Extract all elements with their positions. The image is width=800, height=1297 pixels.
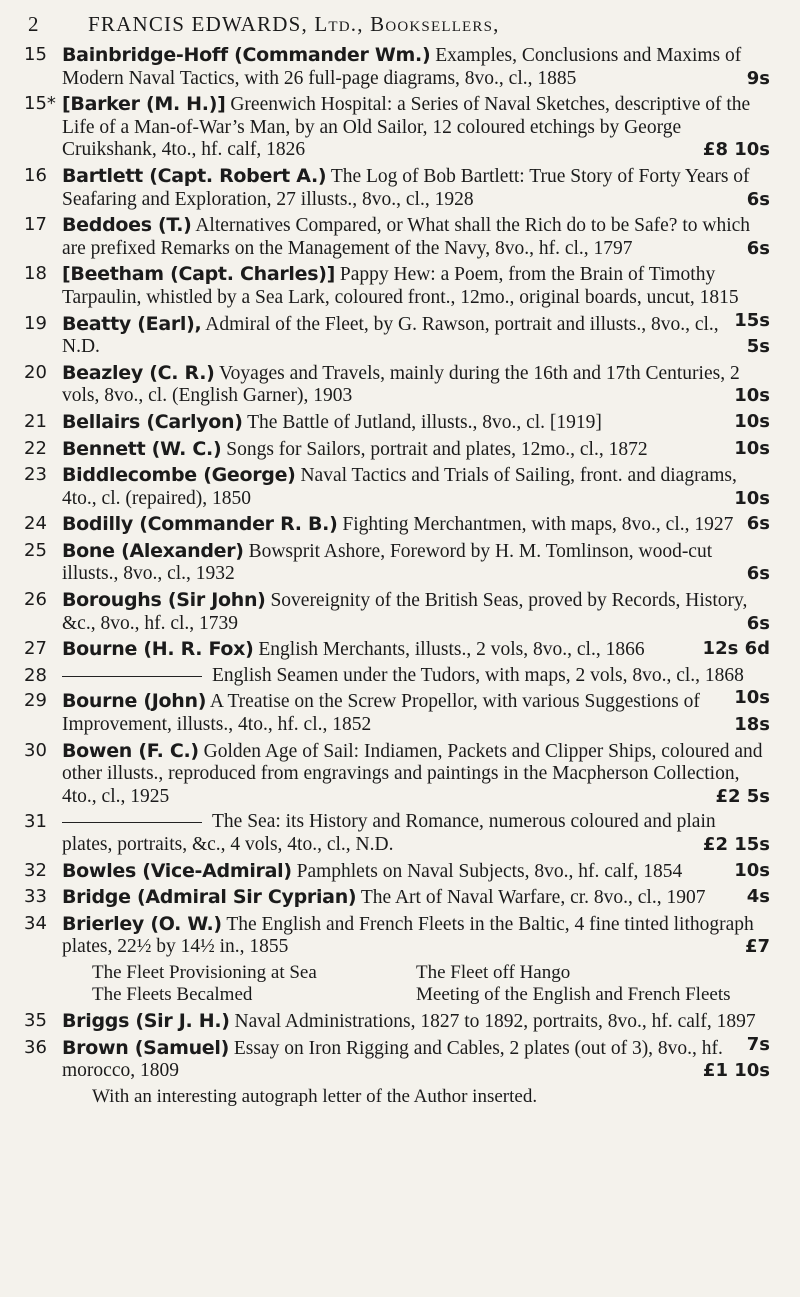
entry-description: Bowsprit Ashore, Foreword by H. M. Tomlinson, wood-cut illusts., 8vo., cl., 1932 <box>62 540 713 585</box>
entry-author: Bowles (Vice-Admiral) <box>62 859 292 882</box>
plate-title: The Fleets Becalmed <box>92 983 253 1005</box>
entry-number: 30 <box>24 739 47 761</box>
entry-description: The Art of Naval Warfare, cr. 8vo., cl., 1907 <box>360 887 706 909</box>
catalogue-entry <box>0 513 800 537</box>
entry-number: 31 <box>24 811 47 833</box>
entry-number: 15 <box>24 44 47 65</box>
entry-price: 4s <box>746 886 770 908</box>
entry-price: £7 <box>744 936 770 958</box>
entry-description: English Seamen under the Tudors, with maps, 2 vols, 8vo., cl., 1868 <box>212 664 744 686</box>
entry-author: [Beetham (Capt. Charles)] <box>62 263 335 286</box>
entry-price: 5s <box>746 336 770 358</box>
entry-description: Golden Age of Sail: Indiamen, Packets and Clipper Ships, coloured and other illusts., reproduced from engravings and paintings in the Macpherson Collection, 4to., cl., 1925 <box>62 740 763 807</box>
ditto-rule <box>62 676 202 677</box>
entry-author: Bodilly (Commander R. B.) <box>62 513 338 536</box>
entry-price: £2 15s <box>702 834 770 855</box>
entry-price: £1 10s <box>702 1060 770 1082</box>
plate-title: The Fleet Provisioning at Sea <box>92 961 317 983</box>
entry-author: Beazley (C. R.) <box>62 361 215 384</box>
catalogue-entry <box>0 214 800 260</box>
ditto-rule <box>62 822 202 823</box>
catalogue-entry <box>0 1037 800 1083</box>
entry-price: 6s <box>746 563 770 585</box>
entry-description: Voyages and Travels, mainly during the 16th and 17th Centuries, 2 vols, 8vo., cl. (English Garner), 1903 <box>62 362 740 407</box>
entry-number: 26 <box>24 589 47 611</box>
entry-price: 6s <box>746 612 770 634</box>
plate-title: Meeting of the English and French Fleets <box>416 983 731 1005</box>
entry-author: Boroughs (Sir John) <box>62 589 266 612</box>
entry-author: Biddlecombe (George) <box>62 464 296 487</box>
plate-title: The Fleet off Hango <box>416 961 571 983</box>
entry-number: 17 <box>24 214 47 236</box>
entry-description: Pamphlets on Naval Subjects, 8vo., hf. calf, 1854 <box>296 860 683 882</box>
entry-number: 20 <box>24 361 47 383</box>
entry-description: A Treatise on the Screw Propellor, with various Suggestions of Improvement, illusts., 4to., hf. cl., 1852 <box>62 691 700 736</box>
entry-number: 21 <box>24 410 47 432</box>
catalogue-entry <box>0 44 800 90</box>
entry-number: 28 <box>24 664 47 686</box>
entry-description: Examples, Conclusions and Maxims of Modern Naval Tactics, with 26 full-page diagrams, 8vo., cl., 1885 <box>62 45 742 89</box>
entry-description: Naval Administrations, 1827 to 1892, portraits, 8vo., hf. calf, 1897 <box>234 1010 756 1032</box>
entry-author: Beatty (Earl), <box>62 312 202 335</box>
page-number: 2 <box>28 12 39 36</box>
entry-price: 6s <box>746 237 770 259</box>
entry-description: The English and French Fleets in the Baltic, 4 fine tinted lithograph plates, 22½ by 14½ in., 1855 <box>62 913 754 958</box>
entry-number: 36 <box>24 1036 47 1058</box>
entry-price: 7s <box>746 1033 770 1055</box>
entry-number: 29 <box>24 690 47 712</box>
catalogue-entries <box>0 44 800 1108</box>
entry-description: The Log of Bob Bartlett: True Story of Forty Years of Seafaring and Exploration, 27 illusts., 8vo., cl., 1928 <box>62 165 750 210</box>
entry-author: Bone (Alexander) <box>62 539 244 562</box>
entry-description: The Battle of Jutland, illusts., 8vo., cl. [1919] <box>247 411 602 433</box>
plate-list <box>0 962 800 1006</box>
entry-author: Bourne (H. R. Fox) <box>62 638 254 661</box>
plate-row <box>92 984 740 1006</box>
catalogue-entry <box>0 93 800 162</box>
entry-description: English Merchants, illusts., 2 vols, 8vo., cl., 1866 <box>258 639 645 661</box>
catalogue-entry <box>0 913 800 959</box>
catalogue-entry <box>0 860 800 884</box>
entry-author: Bridge (Admiral Sir Cyprian) <box>62 886 357 909</box>
entry-author: Bourne (John) <box>62 690 207 713</box>
catalogue-entry <box>0 438 800 462</box>
catalogue-entry <box>0 886 800 910</box>
entry-number: 22 <box>24 437 47 459</box>
entry-author: [Barker (M. H.)] <box>62 93 226 116</box>
entry-number: 15* <box>24 93 56 115</box>
page-title: FRANCIS EDWARDS, Ltd., Booksellers, <box>88 12 500 36</box>
entry-price: 10s <box>734 687 770 709</box>
entry-price: 18s <box>734 714 770 736</box>
entry-number: 32 <box>24 859 47 881</box>
entry-price: 10s <box>734 437 770 459</box>
entry-number: 35 <box>24 1009 47 1031</box>
catalogue-entry <box>0 540 800 586</box>
entry-author: Bowen (F. C.) <box>62 739 199 762</box>
entry-description: Admiral of the Fleet, by G. Rawson, portrait and illusts., 8vo., cl., N.D. <box>62 313 719 358</box>
entry-number: 19 <box>24 312 47 334</box>
catalogue-entry <box>0 638 800 662</box>
entry-author: Bartlett (Capt. Robert A.) <box>62 164 327 187</box>
entry-description: Fighting Merchantmen, with maps, 8vo., cl., 1927 <box>342 514 734 536</box>
catalogue-entry <box>0 589 800 635</box>
catalogue-entry <box>0 464 800 510</box>
entry-number: 23 <box>24 464 47 486</box>
entry-author: Brown (Samuel) <box>62 1036 229 1059</box>
catalogue-entry <box>0 740 800 809</box>
catalogue-entry <box>0 690 800 736</box>
entry-description: Greenwich Hospital: a Series of Naval Sketches, descriptive of the Life of a Man-of-War’s Man, by an Old Sailor, 12 coloured etchings by George Cruikshank, 4to., hf. calf, 1826 <box>62 94 751 161</box>
entry-price: £2 5s <box>715 785 770 807</box>
entry-price: 10s <box>734 410 770 432</box>
entry-author: Brierley (O. W.) <box>62 912 222 935</box>
entry-description: Naval Tactics and Trials of Sailing, front. and diagrams, 4to., cl. (repaired), 1850 <box>62 465 737 509</box>
entry-number: 27 <box>24 638 47 660</box>
entry-number: 24 <box>24 513 47 535</box>
catalogue-entry <box>0 313 800 359</box>
entry-description: Essay on Iron Rigging and Cables, 2 plates (out of 3), 8vo., hf. morocco, 1809 <box>62 1037 723 1082</box>
entry-author: Beddoes (T.) <box>62 214 192 237</box>
catalogue-entry <box>0 362 800 408</box>
entry-price: 12s 6d <box>702 638 770 660</box>
entry-number: 16 <box>24 164 47 186</box>
entry-number: 34 <box>24 912 47 934</box>
entry-price: 10s <box>734 385 770 407</box>
entry-number: 33 <box>24 886 47 908</box>
entry-number: 25 <box>24 539 47 561</box>
catalogue-entry <box>0 811 800 856</box>
entry-description: The Sea: its History and Romance, numerous coloured and plain plates, portraits, &c., 4 vols, 4to., cl., N.D. <box>62 811 716 855</box>
entry-author: Briggs (Sir J. H.) <box>62 1009 230 1032</box>
entry-author: Bennett (W. C.) <box>62 437 222 460</box>
catalogue-entry <box>0 165 800 211</box>
entry-note: With an interesting autograph letter of the Author inserted. <box>92 1085 538 1107</box>
catalogue-entry <box>0 411 800 435</box>
entry-description: Alternatives Compared, or What shall the Rich do to be Safe? to which are prefixed Remarks on the Management of the Navy, 8vo., hf. cl., 1797 <box>62 215 751 259</box>
entry-price: 9s <box>746 67 770 89</box>
entry-price: £8 10s <box>702 139 770 161</box>
entry-description: Sovereignity of the British Seas, proved by Records, History, &c., 8vo., hf. cl., 1739 <box>62 590 748 634</box>
page-header <box>28 6 780 40</box>
entry-price: 10s <box>734 487 770 509</box>
entry-price: 15s <box>734 309 770 331</box>
entry-author: Bainbridge-Hoff (Commander Wm.) <box>62 44 431 66</box>
entry-number: 18 <box>24 263 47 285</box>
entry-price: 6s <box>746 513 770 535</box>
entry-description: Songs for Sailors, portrait and plates, 12mo., cl., 1872 <box>226 438 648 460</box>
entry-description: Pappy Hew: a Poem, from the Brain of Timothy Tarpaulin, whistled by a Sea Lark, coloured front., 12mo., original boards, uncut, 1815 <box>62 264 739 308</box>
entry-price: 6s <box>746 188 770 210</box>
plate-row <box>92 962 740 984</box>
entry-author: Bellairs (Carlyon) <box>62 410 243 433</box>
entry-price: 10s <box>734 859 770 881</box>
